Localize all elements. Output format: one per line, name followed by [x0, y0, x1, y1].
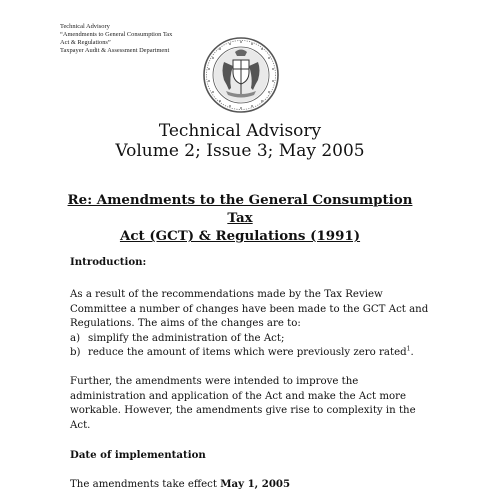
implementation-text: The amendments take effect	[70, 479, 221, 491]
title-issue: Volume 2; Issue 3; May 2005	[115, 141, 365, 161]
list-item	[70, 332, 430, 346]
list-item-text: simplify the administration of the Act;	[88, 332, 285, 344]
introduction-paragraph: As a result of the recommendations made by the Tax Review Committee a number of changes have been made to the GCT Act and Regulations. The aims of the changes are to:	[70, 289, 429, 330]
introduction-heading: Introduction:	[70, 256, 147, 268]
implementation-date: May 1, 2005	[220, 478, 291, 491]
header-note-line: “Amendments to General Consumption Tax	[60, 31, 173, 38]
coat-of-arms-seal-icon	[202, 36, 280, 114]
list-marker: b)	[70, 347, 81, 359]
document-body	[70, 255, 430, 493]
further-paragraph: Further, the amendments were intended to improve the administration and application of the Act and make the Act more workable. However, the amendments give rise to complexity in the Act.	[70, 376, 416, 431]
implementation-heading: Date of implementation	[70, 449, 206, 462]
list-item: b) reduce the amount of items which were previously zero rated$^1$.	[70, 346, 430, 360]
subject-heading	[60, 191, 420, 245]
subject-line: Re: Amendments to the General Consumption Tax	[67, 192, 413, 226]
header-note-line: Act & Regulations”	[60, 39, 111, 46]
footnote-marker[interactable]: 1	[406, 345, 411, 353]
list-marker: a)	[70, 332, 81, 344]
title-main: Technical Advisory	[158, 121, 322, 141]
header-note	[60, 23, 172, 55]
subject-line: Act (GCT) & Regulations (1991)	[119, 228, 361, 244]
document-title	[0, 121, 480, 161]
aims-list	[70, 332, 430, 361]
list-item-text: reduce the amount of items which were previously zero rated	[88, 347, 407, 359]
header-note-line: Technical Advisory	[60, 23, 110, 30]
header-note-line: Taxpayer Audit & Assessment Department	[60, 47, 170, 54]
